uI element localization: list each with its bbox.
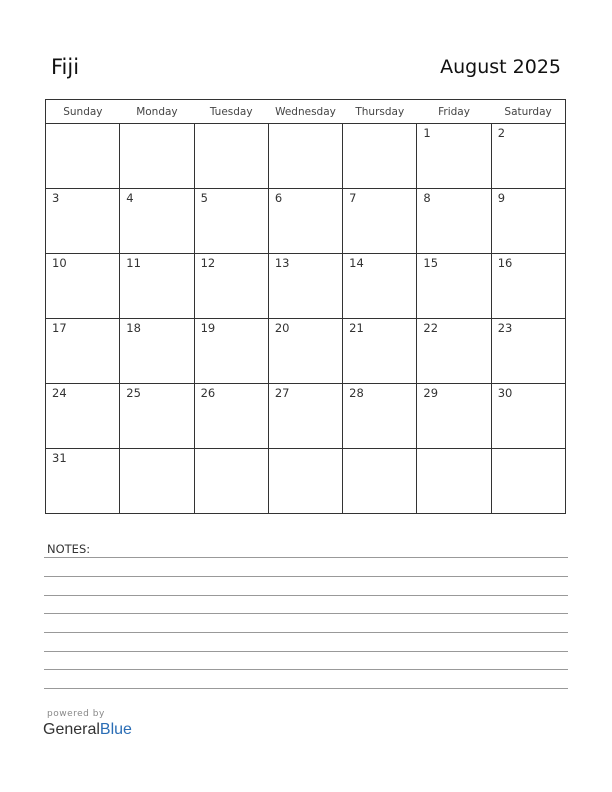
day-number — [492, 449, 565, 451]
week-row — [46, 384, 566, 449]
day-number: 3 — [52, 191, 60, 205]
day-cell — [120, 384, 194, 449]
month-year-title: August 2025 — [440, 56, 561, 78]
day-number: 30 — [497, 386, 513, 400]
day-cell — [120, 124, 194, 189]
day-number: 16 — [497, 256, 513, 270]
day-number: 23 — [497, 321, 513, 335]
note-line — [44, 688, 568, 689]
day-cell — [343, 189, 417, 254]
note-line — [44, 651, 568, 652]
day-cell — [46, 384, 120, 449]
day-cell — [46, 449, 120, 514]
day-cell — [343, 319, 417, 384]
day-number: 7 — [349, 191, 357, 205]
weekday-header: Tuesday — [194, 100, 268, 124]
week-row — [46, 189, 566, 254]
day-cell — [417, 189, 491, 254]
powered-by-text: powered by — [47, 709, 105, 719]
week-row — [46, 124, 566, 189]
calendar-grid — [45, 99, 566, 514]
day-cell — [343, 124, 417, 189]
day-cell — [268, 449, 342, 514]
day-number — [269, 449, 342, 451]
day-number: 31 — [52, 451, 67, 465]
note-line — [44, 557, 568, 558]
day-cell — [417, 254, 491, 319]
day-cell — [343, 384, 417, 449]
day-number: 22 — [423, 321, 439, 335]
day-cell — [417, 449, 491, 514]
day-cell — [491, 189, 565, 254]
day-number: 20 — [274, 321, 290, 335]
day-number: 2 — [497, 126, 506, 140]
weekday-header: Saturday — [491, 100, 565, 124]
day-number — [120, 124, 193, 126]
weekday-header: Wednesday — [268, 100, 342, 124]
day-number: 25 — [126, 386, 141, 400]
day-number — [417, 449, 490, 451]
day-number: 8 — [423, 191, 431, 205]
day-cell — [120, 254, 194, 319]
day-number — [46, 124, 119, 126]
day-number — [195, 449, 268, 451]
day-cell — [268, 124, 342, 189]
generalblue-logo — [43, 721, 132, 739]
weekday-header: Sunday — [46, 100, 120, 124]
day-cell — [268, 189, 342, 254]
weekday-header-row — [46, 100, 566, 124]
day-cell — [268, 319, 342, 384]
week-row — [46, 254, 566, 319]
day-cell — [120, 319, 194, 384]
day-cell — [268, 384, 342, 449]
note-line — [44, 613, 568, 614]
day-number: 12 — [200, 256, 216, 270]
day-number: 9 — [497, 191, 506, 205]
day-number: 15 — [423, 256, 439, 270]
notes-label: NOTES: — [47, 542, 91, 556]
day-number: 1 — [423, 126, 431, 140]
brand-general-text: General — [43, 721, 100, 738]
day-number — [343, 124, 416, 126]
day-number: 26 — [200, 386, 216, 400]
day-cell — [120, 449, 194, 514]
country-title: Fiji — [51, 55, 80, 79]
day-number: 5 — [200, 191, 208, 205]
day-cell — [491, 449, 565, 514]
day-number: 17 — [52, 321, 67, 335]
week-row — [46, 449, 566, 514]
day-number: 13 — [274, 256, 290, 270]
day-cell — [46, 319, 120, 384]
day-cell — [194, 384, 268, 449]
day-number: 6 — [274, 191, 283, 205]
day-number: 28 — [349, 386, 364, 400]
day-cell — [417, 319, 491, 384]
day-cell — [268, 254, 342, 319]
brand-blue-text: Blue — [99, 721, 132, 738]
day-cell — [46, 189, 120, 254]
day-number — [120, 449, 193, 451]
day-cell — [491, 124, 565, 189]
day-cell — [46, 254, 120, 319]
day-number: 4 — [126, 191, 134, 205]
note-line — [44, 632, 568, 633]
weekday-header: Friday — [417, 100, 491, 124]
day-cell — [491, 319, 565, 384]
day-cell — [194, 449, 268, 514]
note-line — [44, 595, 568, 596]
week-row — [46, 319, 566, 384]
note-line — [44, 669, 568, 670]
weekday-header: Thursday — [343, 100, 417, 124]
day-cell — [194, 124, 268, 189]
day-cell — [491, 254, 565, 319]
day-number: 27 — [274, 386, 290, 400]
day-cell — [120, 189, 194, 254]
day-number: 24 — [52, 386, 67, 400]
day-cell — [491, 384, 565, 449]
day-number: 21 — [349, 321, 364, 335]
day-cell — [194, 189, 268, 254]
day-number — [343, 449, 416, 451]
day-cell — [417, 124, 491, 189]
day-cell — [46, 124, 120, 189]
weekday-header: Monday — [120, 100, 194, 124]
day-number: 14 — [349, 256, 364, 270]
day-number: 19 — [200, 321, 216, 335]
day-cell — [343, 449, 417, 514]
day-cell — [194, 319, 268, 384]
day-number: 11 — [126, 256, 141, 270]
day-cell — [194, 254, 268, 319]
day-number — [269, 124, 342, 126]
day-number: 10 — [52, 256, 67, 270]
note-line — [44, 576, 568, 577]
day-number: 29 — [423, 386, 439, 400]
day-cell — [417, 384, 491, 449]
day-number: 18 — [126, 321, 141, 335]
day-number — [195, 124, 268, 126]
day-cell — [343, 254, 417, 319]
